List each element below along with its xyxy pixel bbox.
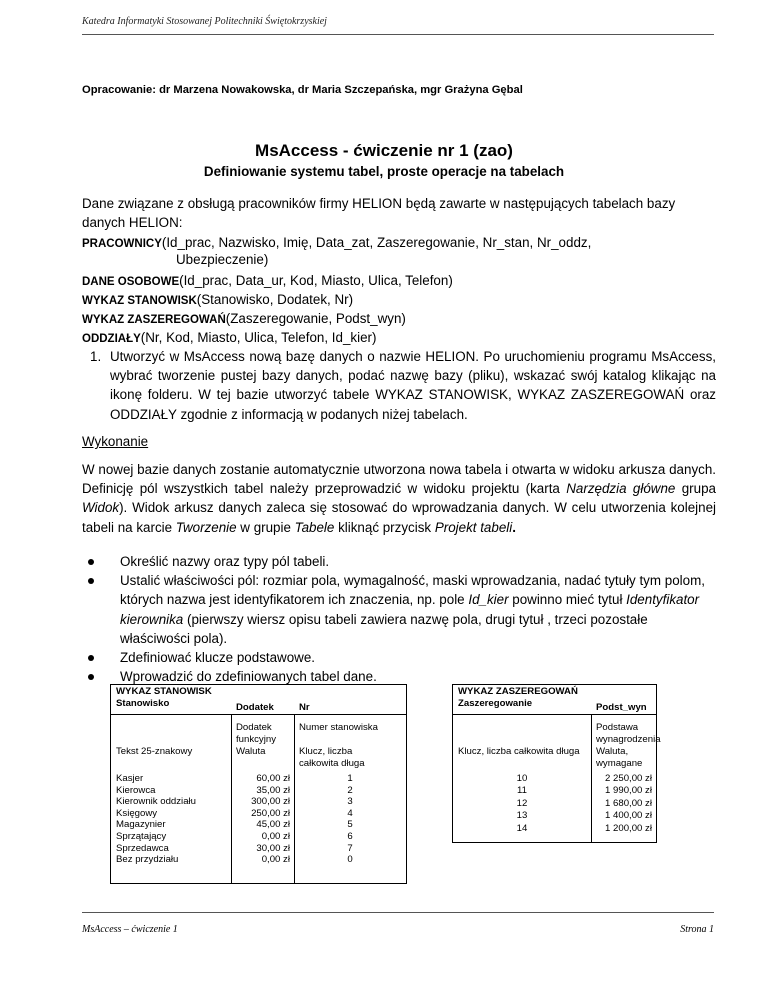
field-caption: Numer stanowiska: [299, 722, 378, 733]
table-title: WYKAZ STANOWISK: [116, 686, 212, 697]
table-cell: Sprzątający: [116, 830, 167, 842]
field-property: Waluta: [236, 746, 266, 757]
table-row: [453, 798, 656, 810]
instruction-paragraph: W nowej bazie danych zostanie automatycznie utworzona nowa tabela i otwarta w widoku arkusza danych. Definicję pól wszystkich tabel należy przeprowadzić w widoku projektu (karta Narzędzia główne grupa Widok). Widok arkusz danych zaleca się stosować do wprowadzania danych. W celu utworzenia kolejnej tabeli na karcie Tworzenie w grupie Tabele kliknąć przycisk Projekt tabeli.: [82, 462, 716, 535]
page-title: MsAccess - ćwiczenie nr 1 (zao): [255, 141, 513, 160]
table-cell: 13: [516, 810, 528, 822]
table-cell: 30,00 zł: [256, 842, 290, 854]
column-header: Stanowisko: [116, 698, 170, 709]
list-item: Wprowadzić do zdefiniowanych tabel dane.: [82, 667, 716, 686]
table-name: PRACOWNICY: [82, 238, 162, 250]
table-cell: 250,00 zł: [251, 807, 290, 819]
table-name: WYKAZ STANOWISK: [82, 295, 197, 307]
steps-list: [82, 552, 716, 686]
data-rows: [111, 773, 406, 866]
table-cell: Kierownik oddziału: [116, 796, 196, 808]
table-cell: 12: [516, 797, 528, 809]
table-cell: 14: [516, 822, 528, 834]
table-cell: 1 680,00 zł: [605, 797, 652, 809]
table-row: [111, 808, 406, 820]
table-cell: 0: [347, 854, 353, 866]
table-cell: 1: [347, 773, 353, 784]
table-fields: (Nr, Kod, Miasto, Ulica, Telefon, Id_kier): [140, 330, 377, 345]
table-cell: 0,00 zł: [261, 830, 290, 842]
field-caption: Dodatek funkcyjny: [236, 722, 276, 746]
data-rows: [453, 773, 656, 835]
table-row: [111, 796, 406, 808]
task-text: Utworzyć w MsAccess nową bazę danych o nazwie HELION. Po uruchomieniu programu MsAccess, wybrać tworzenie pustej bazy danych, podać nazwę bazy (pliku), wskazać swój katalog klikając na ikonę folderu. W tej bazie utworzyć tabele WYKAZ STANOWISK, WYKAZ ZASZEREGOWAŃ oraz ODDZIAŁY zgodnie z informacją w podanych niżej tabelach.: [110, 349, 716, 422]
bullet-icon: [88, 674, 94, 680]
table-fields: (Zaszeregowanie, Podst_wyn): [225, 311, 406, 326]
table-row: [453, 785, 656, 797]
bullet-icon: [88, 578, 94, 584]
table-row: [111, 785, 406, 797]
table-cell: 1 400,00 zł: [605, 810, 652, 822]
table-cell: 300,00 zł: [251, 796, 290, 808]
bullet-icon: [88, 655, 94, 661]
table-cell: 0,00 zł: [261, 854, 290, 866]
table-cell: 2: [347, 784, 353, 796]
column-header: Dodatek: [236, 702, 274, 713]
table-row: [453, 810, 656, 822]
wykonanie-heading: Wykonanie: [82, 434, 149, 449]
table-fields: (Stanowisko, Dodatek, Nr): [196, 292, 354, 307]
table-cell: 4: [347, 807, 353, 819]
table-def-pracownicy: [82, 233, 591, 254]
table-cell: 1 990,00 zł: [605, 785, 652, 797]
table-fields: (Id_prac, Nazwisko, Imię, Data_zat, Zaszeregowanie, Nr_stan, Nr_oddz,: [161, 235, 592, 250]
table-name: ODDZIAŁY: [82, 333, 141, 345]
task-number: 1.: [90, 349, 102, 364]
table-def-continuation: Ubezpieczenie): [176, 252, 269, 267]
table-row: [111, 819, 406, 831]
table-cell: 7: [347, 842, 353, 854]
list-item: Zdefiniować klucze podstawowe.: [82, 648, 716, 667]
stanowiska-table: [110, 684, 407, 884]
column-header: Zaszeregowanie: [458, 698, 533, 709]
table-name: WYKAZ ZASZEREGOWAŃ: [82, 314, 226, 326]
table-cell: Bez przydziału: [116, 854, 179, 866]
authors-line: Opracowanie: dr Marzena Nowakowska, dr Maria Szczepańska, mgr Grażyna Gębal: [82, 84, 523, 96]
header-rule: [82, 34, 714, 35]
table-cell: 3: [347, 796, 353, 808]
table-cell: 60,00 zł: [256, 773, 290, 784]
field-property: Waluta, wymagane: [596, 746, 643, 770]
table-row: [111, 843, 406, 855]
table-fields: (Id_prac, Data_ur, Kod, Miasto, Ulica, Telefon): [179, 273, 453, 288]
table-cell: Sprzedawca: [116, 842, 169, 854]
table-row: [111, 773, 406, 785]
table-cell: 1 200,00 zł: [605, 822, 652, 834]
task-1: [90, 347, 716, 424]
table-cell: 11: [517, 785, 527, 797]
table-row: [111, 854, 406, 866]
table-row: [453, 823, 656, 835]
table-row: [111, 831, 406, 843]
table-name: DANE OSOBOWE: [82, 276, 180, 288]
header-divider: [111, 714, 406, 715]
field-property: Klucz, liczba całkowita długa: [458, 746, 580, 757]
page-subtitle: Definiowanie systemu tabel, proste operacje na tabelach: [203, 164, 565, 179]
table-cell: Kierowca: [116, 784, 156, 796]
table-cell: Kasjer: [116, 773, 144, 784]
page-header: Katedra Informatyki Stosowanej Politechniki Świętokrzyskiej: [82, 16, 327, 27]
footer-rule: [82, 912, 714, 913]
table-cell: Magazynier: [116, 819, 166, 831]
table-cell: 35,00 zł: [256, 784, 290, 796]
table-cell: 45,00 zł: [256, 819, 290, 831]
column-header: Nr: [299, 702, 310, 713]
table-row: [453, 773, 656, 785]
field-property: Tekst 25-znakowy: [116, 746, 193, 757]
table-title: WYKAZ ZASZEREGOWAŃ: [458, 686, 578, 697]
header-divider: [453, 714, 656, 715]
zaszeregowania-table: [452, 684, 661, 843]
table-cell: 6: [347, 830, 353, 842]
footer-left: MsAccess – ćwiczenie 1: [82, 924, 178, 935]
list-item: Ustalić właściwości pól: rozmiar pola, wymagalność, maski wprowadzania, nadać tytuły tym polom, których nazwa jest identyfikatorem ich znaczenia, np. pole Id_kier powinno mieć tytuł Identyfikator kierownika (pierwszy wiersz opisu tabeli zawiera nazwę pola, drugi tytuł , trzeci pozostałe właściwości pola).: [82, 571, 716, 648]
table-cell: 10: [516, 773, 528, 784]
column-header: Podst_wyn: [596, 702, 647, 713]
field-caption: Podstawa wynagrodzenia: [596, 722, 661, 746]
table-cell: 2 250,00 zł: [605, 773, 652, 784]
table-cell: Księgowy: [116, 807, 158, 819]
table-cell: 5: [347, 819, 353, 831]
intro-text: Dane związane z obsługą pracowników firmy HELION będą zawarte w następujących tabelach bazy danych HELION:: [82, 196, 676, 231]
footer-page-number: Strona 1: [680, 924, 714, 935]
bullet-icon: [88, 559, 94, 565]
list-item: Określić nazwy oraz typy pól tabeli.: [82, 552, 716, 571]
field-property: Klucz, liczba całkowita długa: [299, 746, 365, 770]
